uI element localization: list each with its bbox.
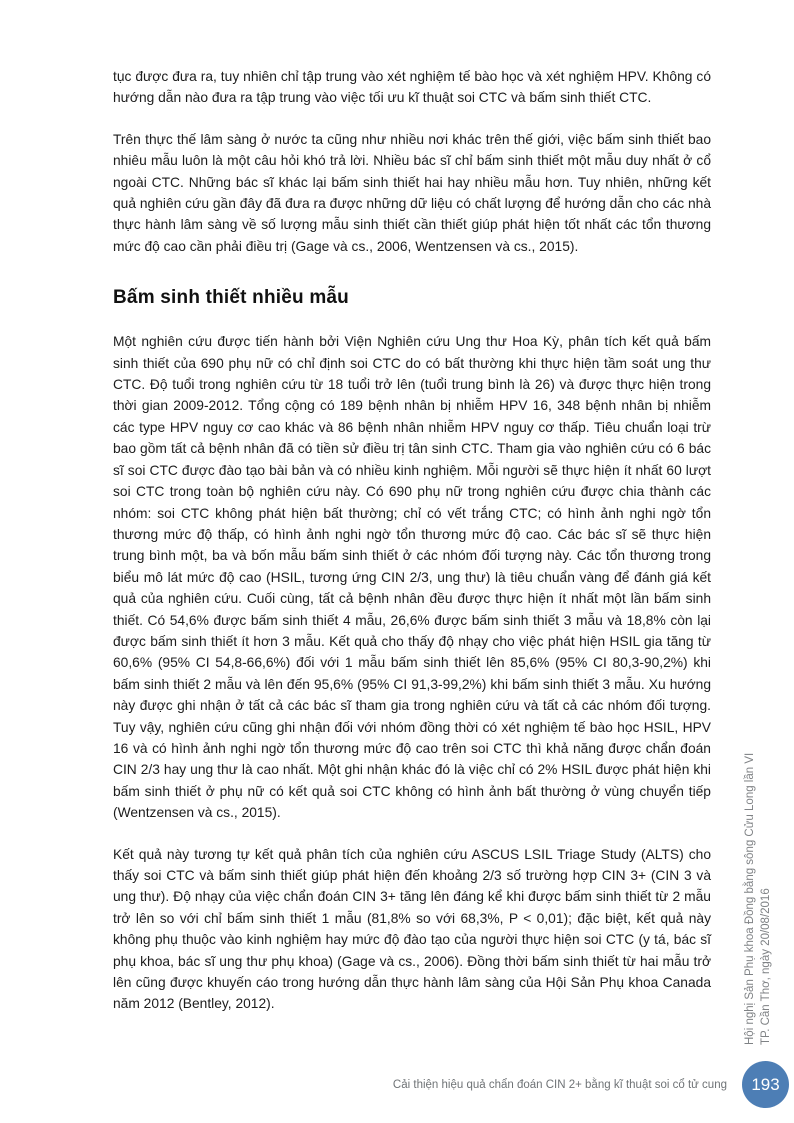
body-paragraph-1: tục được đưa ra, tuy nhiên chỉ tập trung vào xét nghiệm tế bào học và xét nghiệm HPV. Không có hướng dẫn nào đưa ra tập trung vào việc tối ưu kĩ thuật soi CTC và bấm sinh thiết CTC. bbox=[113, 69, 711, 106]
section-heading: Bấm sinh thiết nhiều mẫu bbox=[113, 287, 349, 309]
conference-side-note bbox=[742, 745, 774, 1045]
page-content bbox=[113, 66, 711, 1015]
side-note-place-date: TP. Cần Thơ, ngày 20/08/2016 bbox=[760, 888, 772, 1045]
body-paragraph-2: Trên thực thế lâm sàng ở nước ta cũng như nhiều nơi khác trên thế giới, việc bấm sinh thiết bao nhiêu mẫu luôn là một câu hỏi khó trả lời. Nhiều bác sĩ chỉ bấm sinh thiết một mẫu duy nhất ở cổ ngoài CTC. Những bác sĩ khác lại bấm sinh thiết hai hay nhiều mẫu hơn. Tuy nhiên, những kết quả nghiên cứu gần đây đã đưa ra được những dữ liệu có chất lượng để hướng dẫn cho các nhà thực hành lâm sàng về số lượng mẫu sinh thiết cần thiết giúp phát hiện tốt nhất các tổn thương mức độ cao cần phải điều trị (Gage và cs., 2006, Wentzensen và cs., 2015). bbox=[113, 131, 711, 254]
running-title: Cải thiện hiệu quả chẩn đoán CIN 2+ bằng kĩ thuật soi cổ tử cung bbox=[392, 1078, 727, 1091]
side-note-conference-name: Hội nghị Sản Phụ khoa Đồng bằng sông Cửu Long lần VI bbox=[744, 752, 756, 1045]
body-paragraph-4: Kết quả này tương tự kết quả phân tích của nghiên cứu ASCUS LSIL Triage Study (ALTS) cho thấy soi CTC và bấm sinh thiết giúp phát hiện đến khoảng 2/3 số trường hợp CIN 3+ (CIN 3 và ung thư). Độ nhạy của việc chẩn đoán CIN 3+ tăng lên đáng kể khi được bấm sinh thiết từ 2 mẫu trở lên so với chỉ bấm sinh thiết 1 mẫu (81,8% so với 68,3%, P < 0,01); đặc biệt, kết quả này không phụ thuộc vào kinh nghiệm hay mức độ đào tạo của người thực hiện soi CTC (y tá, bác sĩ phụ khoa, bác sĩ ung thư phụ khoa) (Gage và cs., 2006). Đồng thời bấm sinh thiết từ hai mẫu trở lên cũng được khuyến cáo trong hướng dẫn thực hành lâm sàng của Hội Sản Phụ khoa Canada năm 2012 (Bentley, 2012). bbox=[113, 846, 711, 1012]
page-footer bbox=[393, 1061, 789, 1108]
page-number-badge: 193 bbox=[742, 1061, 789, 1108]
body-paragraph-3: Một nghiên cứu được tiến hành bởi Viện Nghiên cứu Ung thư Hoa Kỳ, phân tích kết quả bấm sinh thiết của 690 phụ nữ có chỉ định soi CTC do có bất thường khi thực hiện tầm soát ung thư CTC. Độ tuổi trong nghiên cứu từ 18 tuổi trở lên (tuổi trung bình là 26) và được thực hiện trong thời gian 2009-2012. Tổng cộng có 189 bệnh nhân bị nhiễm HPV 16, 348 bệnh nhân bị nhiễm các type HPV nguy cơ cao khác và 86 bệnh nhân nhiễm HPV nguy cơ thấp. Tiêu chuẩn loại trừ bao gồm tất cả bệnh nhân đã có tiền sử điều trị tân sinh CTC. Tham gia vào nghiên cứu có 6 bác sĩ soi CTC được đào tạo bài bản và có nhiều kinh nghiệm. Mỗi người sẽ thực hiện ít nhất 60 lượt soi CTC trong toàn bộ nghiên cứu này. Có 690 phụ nữ trong nghiên cứu được chia thành các nhóm: soi CTC không phát hiện bất thường; chỉ có vết trắng CTC; có hình ảnh nghi ngờ tổn thương mức độ thấp, có hình ảnh nghi ngờ tổn thương mức độ cao. Các bác sĩ sẽ thực hiện trung bình một, ba và bốn mẫu bấm sinh thiết ở các nhóm đối tượng này. Các tổn thương trong biểu mô lát mức độ cao (HSIL, tương ứng CIN 2/3, ung thư) là tiêu chuẩn vàng để đánh giá kết quả của nghiên cứu. Cuối cùng, tất cả bệnh nhân đều được thực hiện ít nhất một lần bấm sinh thiết. Có 54,6% được bấm sinh thiết 4 mẫu, 26,6% được bấm sinh thiết 3 mẫu và 18,8% còn lại được bấm sinh thiết ít hơn 3 mẫu. Kết quả cho thấy độ nhạy cho việc phát hiện HSIL gia tăng từ 60,6% (95% CI 54,8-66,6%) đối với 1 mẫu bấm sinh thiết lên 85,6% (95% CI 80,3-90,2%) khi bấm sinh thiết 2 mẫu và lên đến 95,6% (95% CI 91,3-99,2%) khi bấm sinh thiết 3 mẫu. Xu hướng này được ghi nhận ở tất cả các bác sĩ tham gia trong nghiên cứu và tất cả các nhóm đối tượng. Tuy vậy, nghiên cứu cũng ghi nhận đối với nhóm đồng thời có xét nghiệm tế bào học HSIL, HPV 16 và có hình ảnh nghi ngờ tổn thương mức độ cao trên soi CTC thì khả năng được chẩn đoán CIN 2/3 hay ung thư là cao nhất. Một ghi nhận khác đó là việc chỉ có 2% HSIL được phát hiện khi bấm sinh thiết ở phụ nữ có kết quả soi CTC không có hình ảnh bất thường ở vùng chuyển tiếp (Wentzensen và cs., 2015). bbox=[113, 334, 711, 821]
